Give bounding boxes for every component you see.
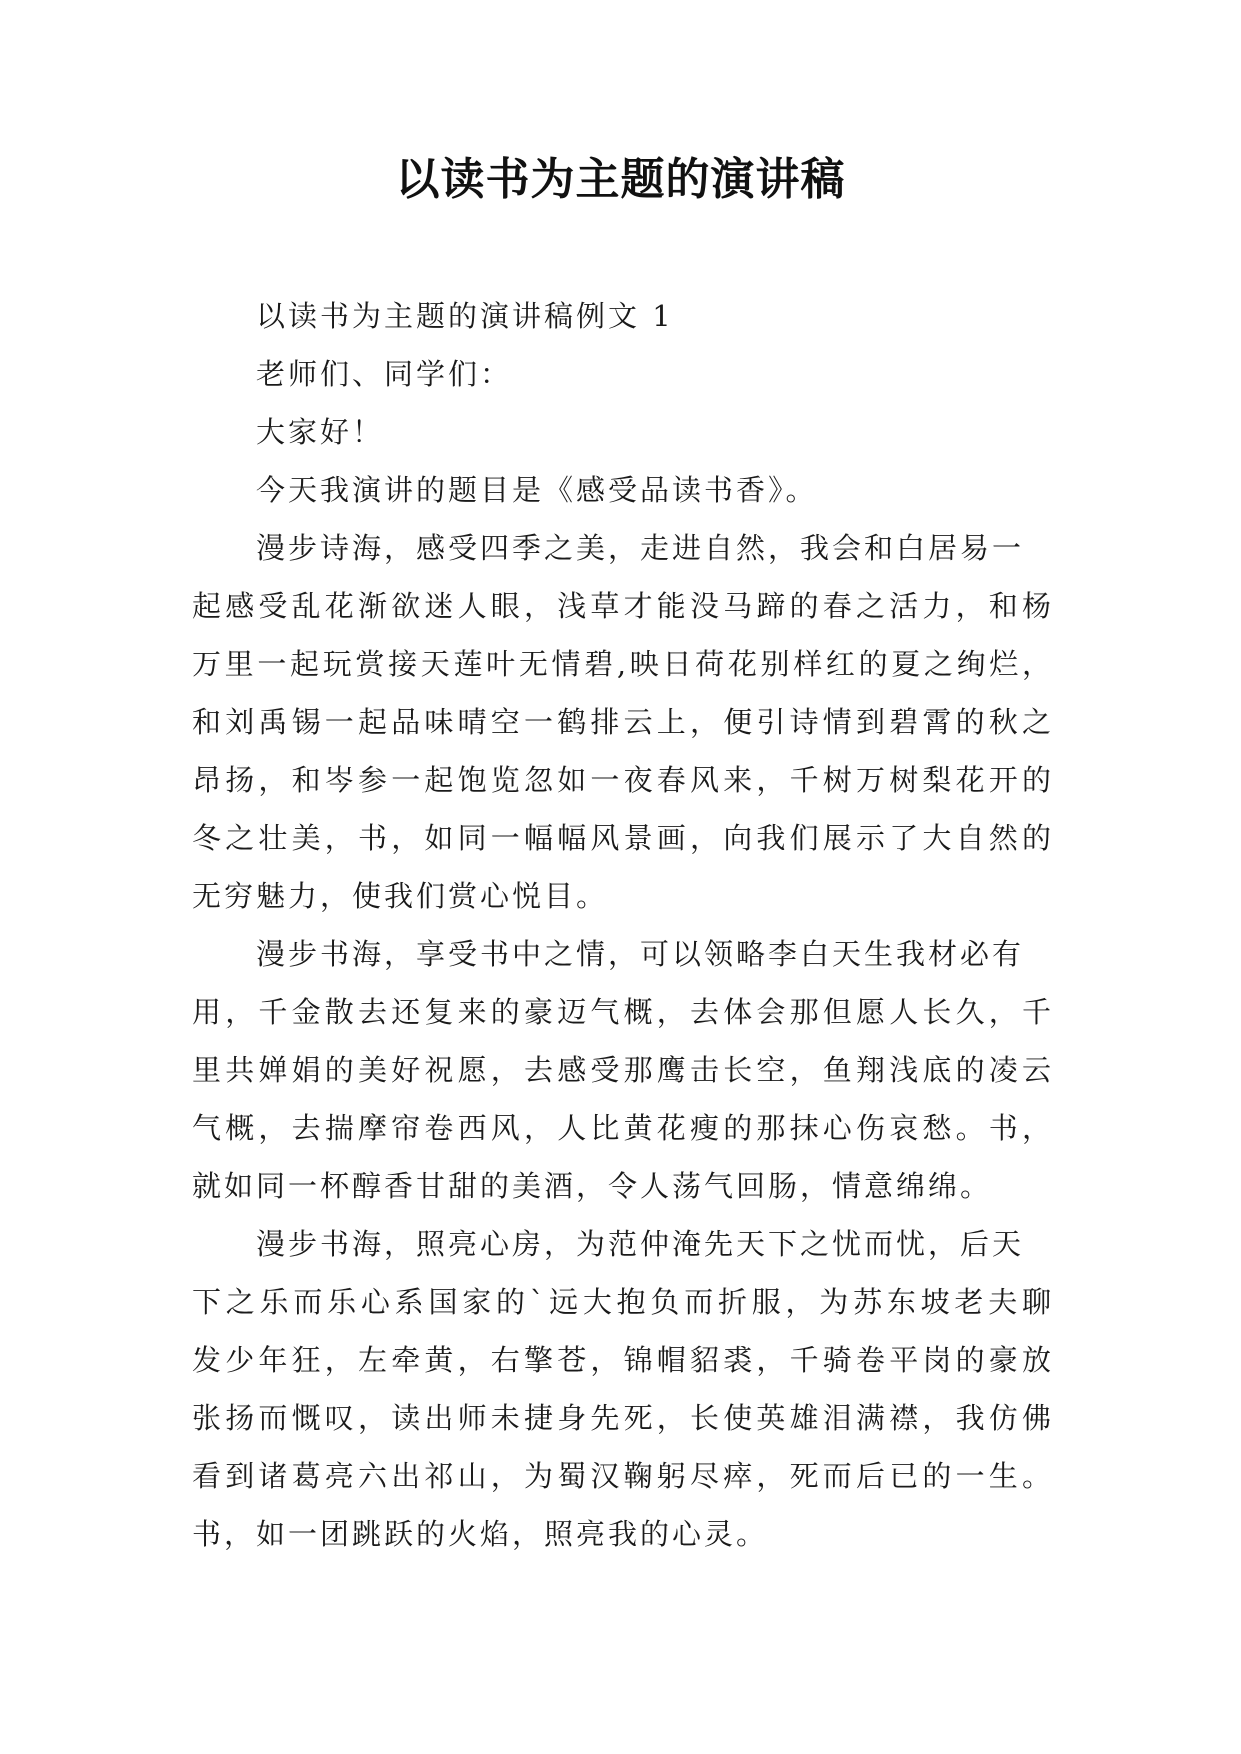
text-line: 用，千金散去还复来的豪迈气概，去体会那但愿人长久，千: [192, 995, 1054, 1029]
text-line: 以读书为主题的演讲稿例文 1: [256, 299, 674, 333]
text-line: 张扬而慨叹，读出师未捷身先死，长使英雄泪满襟，我仿佛: [192, 1401, 1054, 1435]
text-line: 看到诸葛亮六出祁山，为蜀汉鞠躬尽瘁，死而后已的一生。: [192, 1459, 1054, 1493]
text-line: 漫步诗海，感受四季之美，走进自然，我会和白居易一: [256, 531, 1025, 565]
document-body: [192, 287, 1054, 1563]
text-line: 万里一起玩赏接天莲叶无情碧,映日荷花别样红的夏之绚烂，: [192, 647, 1054, 681]
text-line: 今天我演讲的题目是《感受品读书香》。: [256, 473, 818, 507]
text-line: 老师们、同学们：: [256, 357, 513, 391]
text-line: 和刘禹锡一起品味晴空一鹤排云上，便引诗情到碧霄的秋之: [192, 705, 1054, 739]
text-line: 漫步书海，照亮心房，为范仲淹先天下之忧而忧，后天: [256, 1227, 1025, 1261]
text-line: 就如同一杯醇香甘甜的美酒，令人荡气回肠，情意绵绵。: [192, 1169, 993, 1203]
text-line: 冬之壮美，书，如同一幅幅风景画，向我们展示了大自然的: [192, 821, 1054, 855]
text-line: 昂扬，和岑参一起饱览忽如一夜春风来，千树万树梨花开的: [192, 763, 1054, 797]
text-line: 里共婵娟的美好祝愿，去感受那鹰击长空，鱼翔浅底的凌云: [192, 1053, 1054, 1087]
text-line: 无穷魅力，使我们赏心悦目。: [192, 879, 609, 913]
text-line: 气概，去揣摩帘卷西风，人比黄花瘦的那抹心伤哀愁。书，: [192, 1111, 1054, 1145]
text-line: 下之乐而乐心系国家的`远大抱负而折服，为苏东坡老夫聊: [192, 1285, 1054, 1319]
text-line: 书，如一团跳跃的火焰，照亮我的心灵。: [192, 1517, 769, 1551]
text-line: 起感受乱花渐欲迷人眼，浅草才能没马蹄的春之活力，和杨: [192, 589, 1054, 623]
document-title: 以读书为主题的演讲稿: [395, 154, 846, 205]
text-line: 漫步书海，享受书中之情，可以领略李白天生我材必有: [256, 937, 1025, 971]
text-line: 发少年狂，左牵黄，右擎苍，锦帽貂裘，千骑卷平岗的豪放: [192, 1343, 1054, 1377]
text-line: 大家好！: [256, 415, 385, 449]
